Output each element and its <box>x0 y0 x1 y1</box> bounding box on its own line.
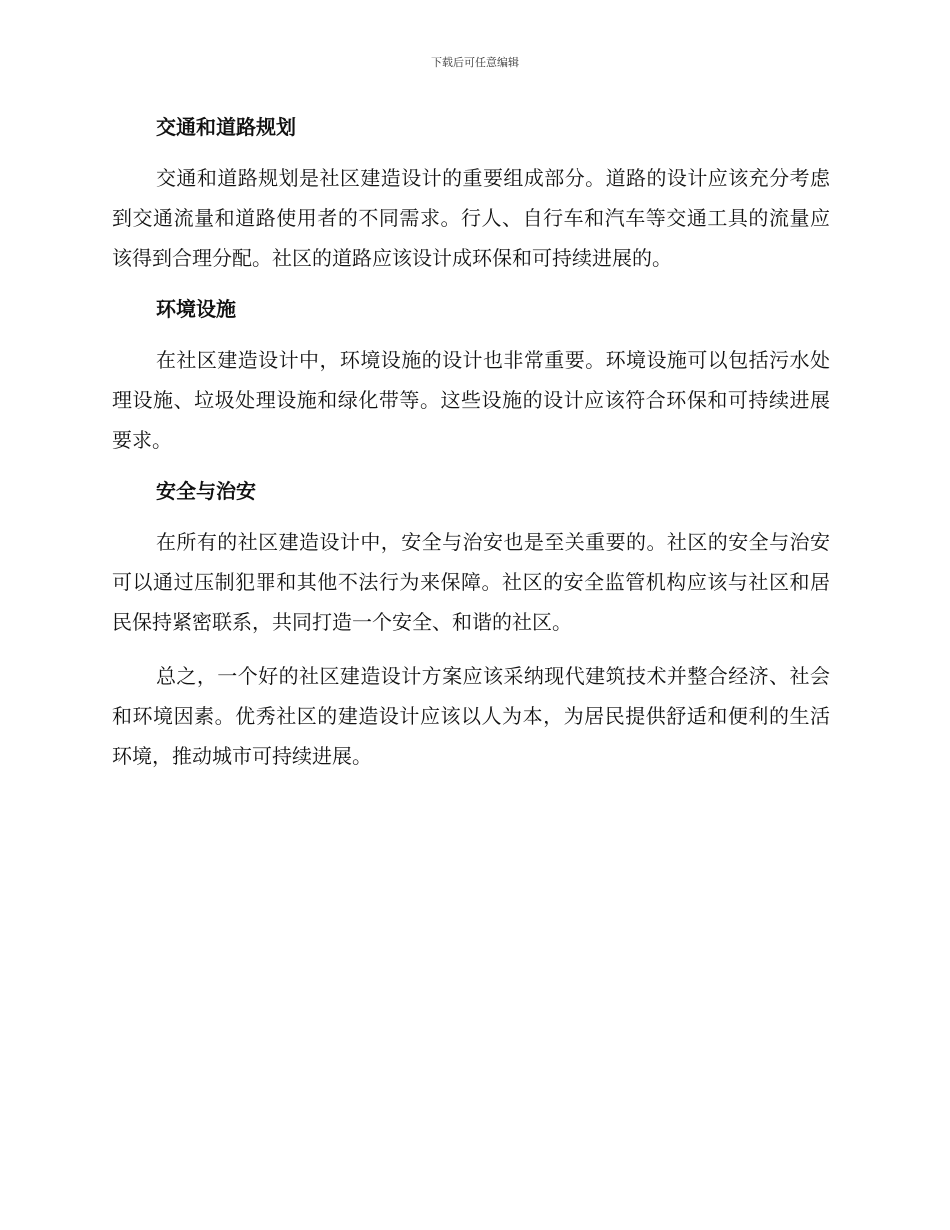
section-safety <box>112 474 830 642</box>
section-paragraph: 在社区建造设计中，环境设施的设计也非常重要。环境设施可以包括污水处理设施、垃圾处理设施和绿化带等。这些设施的设计应该符合环保和可持续进展要求。 <box>112 348 830 452</box>
section-heading: 环境设施 <box>156 297 236 321</box>
section-paragraph: 交通和道路规划是社区建造设计的重要组成部分。道路的设计应该充分考虑到交通流量和道路使用者的不同需求。行人、自行车和汽车等交通工具的流量应该得到合理分配。社区的道路应该设计成环保和可持续进展的。 <box>112 166 830 270</box>
page-header: 下载后可任意编辑 <box>431 56 519 69</box>
section-heading: 安全与治安 <box>156 479 256 503</box>
section-environment <box>112 292 830 460</box>
document-body <box>112 110 830 790</box>
conclusion-paragraph: 总之，一个好的社区建造设计方案应该采纳现代建筑技术并整合经济、社会和环境因素。优秀社区的建造设计应该以人为本，为居民提供舒适和便利的生活环境，推动城市可持续进展。 <box>112 664 830 768</box>
section-heading: 交通和道路规划 <box>156 115 296 139</box>
section-traffic <box>112 110 830 278</box>
section-paragraph: 在所有的社区建造设计中，安全与治安也是至关重要的。社区的安全与治安可以通过压制犯罪和其他不法行为来保障。社区的安全监管机构应该与社区和居民保持紧密联系，共同打造一个安全、和谐的社区。 <box>112 530 830 634</box>
